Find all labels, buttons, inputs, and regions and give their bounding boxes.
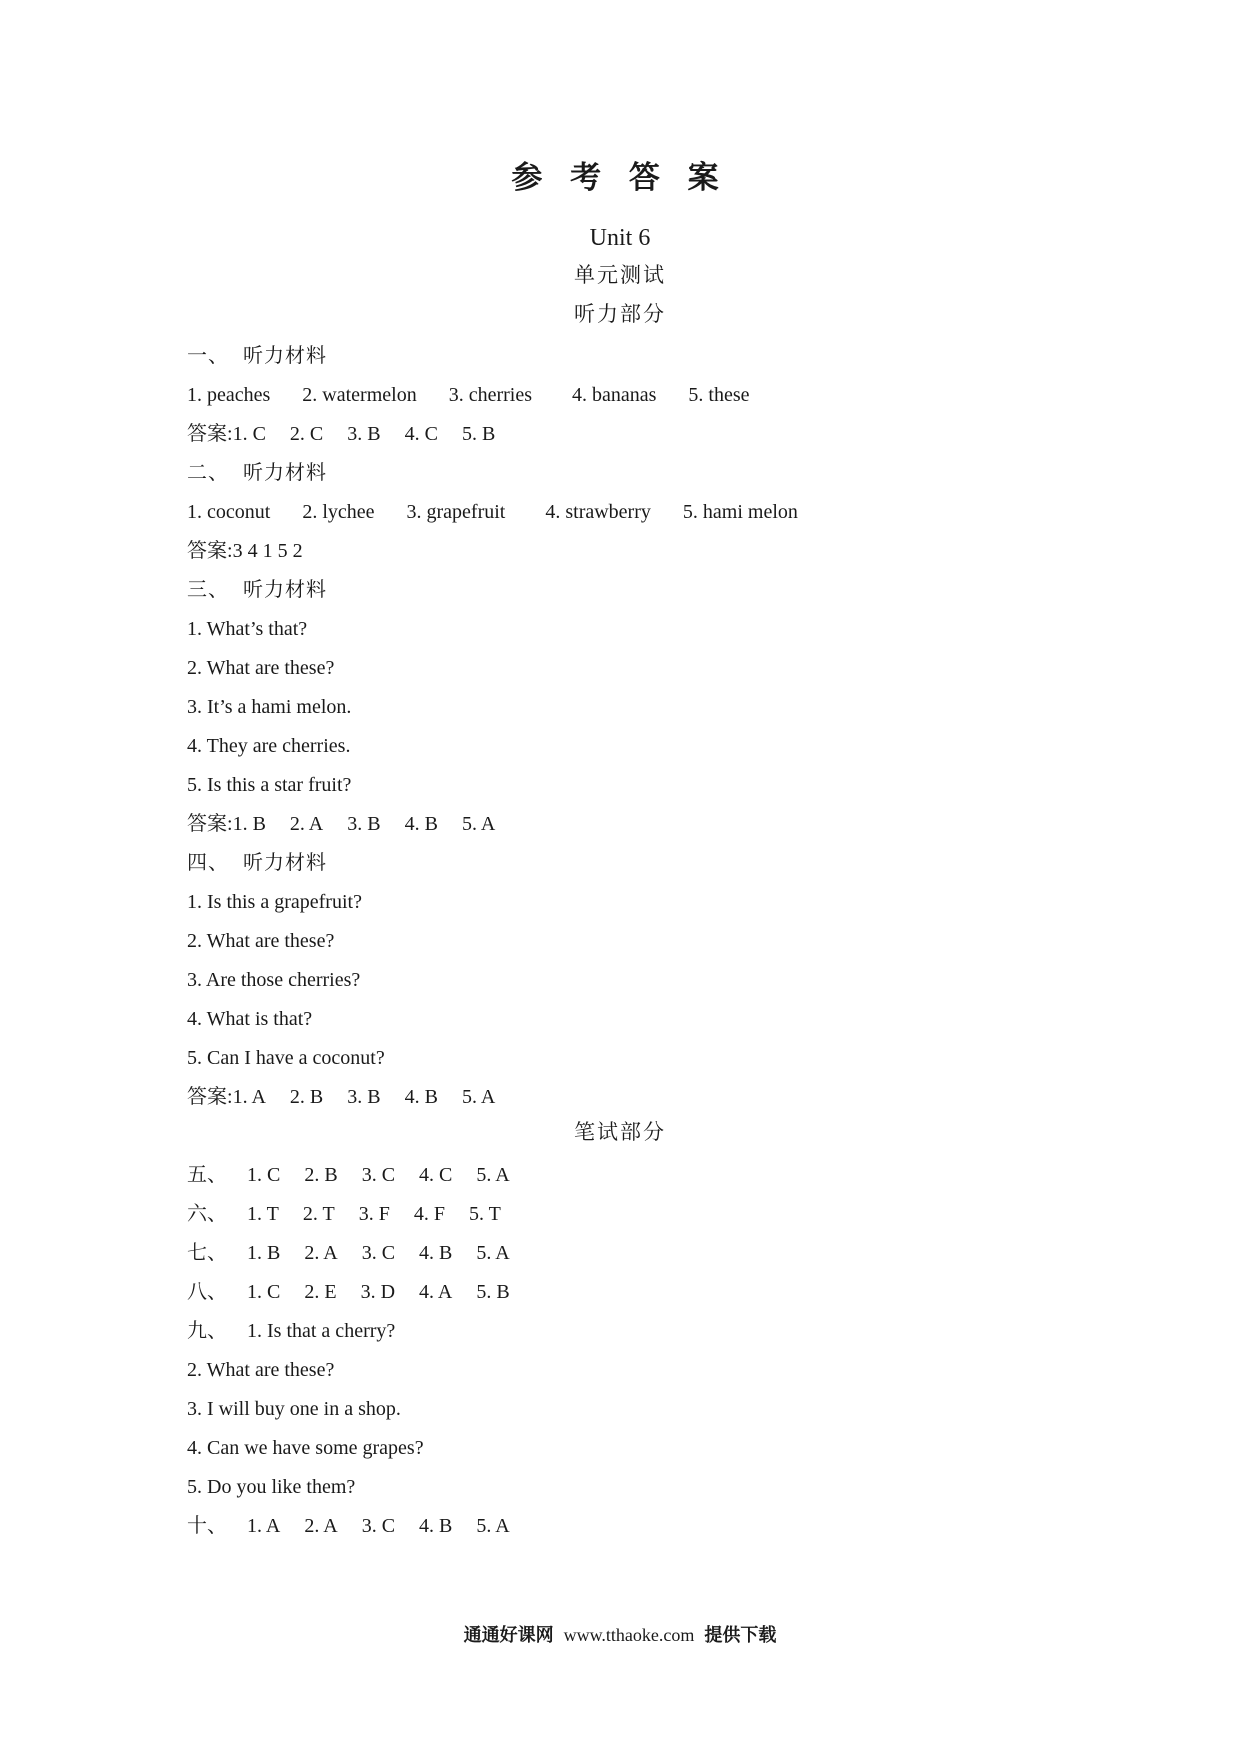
script-line: 3. It’s a hami melon. [187,696,352,718]
section-label: 一、 [187,345,229,367]
list-item: 4. bananas [572,384,657,406]
section-label: 九、 [187,1320,227,1342]
answer-item: 1. A [232,1086,266,1108]
answer-item: 1. C [247,1281,281,1303]
answer-content [187,337,1087,1546]
answer-item: 3. B [347,423,381,445]
answer-item: 3. B [347,813,381,835]
script-line: 5. Can I have a coconut? [187,1047,385,1069]
script-line: 5. Do you like them? [187,1476,356,1498]
section-4-answers [187,1078,1087,1117]
list-item: 5. hami melon [682,501,798,523]
script-line: 1. Is that a cherry? [247,1320,396,1342]
section-title: 听力材料 [243,462,327,484]
section-1-header [187,337,1087,376]
answer-item: 2. A [304,1515,338,1537]
list-item: 3. cherries [448,384,532,406]
answer-item: 2. B [289,1086,324,1108]
answer-item: 4. F [413,1203,445,1225]
section-9-first-line [187,1312,1087,1351]
answer-item: 1. B [232,813,266,835]
section-2-header [187,454,1087,493]
section-label: 七、 [187,1242,227,1264]
answer-prefix: 答案: [187,1086,233,1108]
answer-item: 4. C [404,423,438,445]
footer-site-link[interactable]: www.tthaoke.com [563,1625,695,1645]
answer-item: 2. T [302,1203,335,1225]
answer-item: 3. C [361,1515,396,1537]
answer-item: 4. C [419,1164,453,1186]
section-label: 五、 [187,1164,227,1186]
answer-item: 2. A [304,1242,338,1264]
script-line: 4. What is that? [187,1008,313,1030]
section-10-answers [187,1507,1087,1546]
list-item: 5. these [688,384,750,406]
answer-item: 3. B [347,1086,381,1108]
section-label: 三、 [187,579,229,601]
answer-item: 2. B [304,1164,338,1186]
section-2-answers [187,532,1087,571]
section-title: 听力材料 [243,579,327,601]
answer-item: 1. C [247,1164,281,1186]
written-heading: 笔试部分 [574,1120,666,1144]
script-line: 2. What are these? [187,930,335,952]
script-line: 4. Can we have some grapes? [187,1437,424,1459]
footer-brand: 通通好课网 [463,1625,554,1645]
answer-item: 4. B [404,1086,438,1108]
answer-item: 1. C [232,423,266,445]
script-line: 3. Are those cherries? [187,969,361,991]
section-3-header [187,571,1087,610]
section-8-answers [187,1273,1087,1312]
section-1-items [187,376,1087,415]
script-line: 1. What’s that? [187,618,308,640]
answer-item: 4. B [419,1515,453,1537]
answer-item: 5. A [476,1164,510,1186]
answer-prefix: 答案: [187,813,233,835]
answer-item: 1. A [247,1515,281,1537]
answer-item: 5. B [476,1281,510,1303]
answer-item: 5. A [476,1515,510,1537]
list-item: 3. grapefruit [406,501,506,523]
list-item: 1. peaches [187,384,271,406]
script-line: 3. I will buy one in a shop. [187,1398,401,1420]
unit-title: Unit 6 [589,225,651,251]
script-line: 1. Is this a grapefruit? [187,891,362,913]
answer-item: 4. B [404,813,438,835]
answer-item: 2. E [304,1281,337,1303]
footer-download-text: 提供下载 [704,1625,777,1645]
answer-prefix: 答案: [187,423,233,445]
section-5-answers [187,1156,1087,1195]
section-4-header [187,844,1087,883]
test-title: 单元测试 [574,263,666,287]
answer-item: 4. B [419,1242,453,1264]
section-title: 听力材料 [243,852,327,874]
script-line: 5. Is this a star fruit? [187,774,352,796]
answer-item: 4. A [419,1281,453,1303]
answer-item: 5. A [461,1086,496,1108]
answer-item: 2. A [289,813,324,835]
footer [0,1622,1240,1648]
script-line: 2. What are these? [187,657,335,679]
section-label: 二、 [187,462,229,484]
section-label: 十、 [187,1515,227,1537]
section-label: 四、 [187,852,229,874]
answer-item: 5. A [476,1242,510,1264]
section-1-answers [187,415,1087,454]
answer-item: 1. B [247,1242,281,1264]
section-title: 听力材料 [243,345,327,367]
answer-item: 3. C [361,1242,396,1264]
script-line: 4. They are cherries. [187,735,351,757]
answer-item: 3. C [361,1164,396,1186]
listening-heading: 听力部分 [574,302,666,326]
section-7-answers [187,1234,1087,1273]
list-item: 4. strawberry [545,501,651,523]
section-6-answers [187,1195,1087,1234]
answer-item: 3. D [360,1281,396,1303]
answer-item: 3. F [358,1203,390,1225]
section-label: 六、 [187,1203,227,1225]
list-item: 1. coconut [187,501,271,523]
answer-prefix: 答案: [187,540,233,562]
answer-item: 5. T [468,1203,501,1225]
answer-item: 5. B [461,423,496,445]
answer-item: 2. C [289,423,324,445]
list-item: 2. lychee [302,501,375,523]
list-item: 2. watermelon [302,384,417,406]
answer-item: 3 4 1 5 2 [232,540,303,562]
section-label: 八、 [187,1281,227,1303]
answer-item: 5. A [461,813,496,835]
section-3-answers [187,805,1087,844]
page-title: 参 考 答 案 [511,160,729,195]
script-line: 2. What are these? [187,1359,335,1381]
answer-item: 1. T [247,1203,279,1225]
section-2-items [187,493,1087,532]
